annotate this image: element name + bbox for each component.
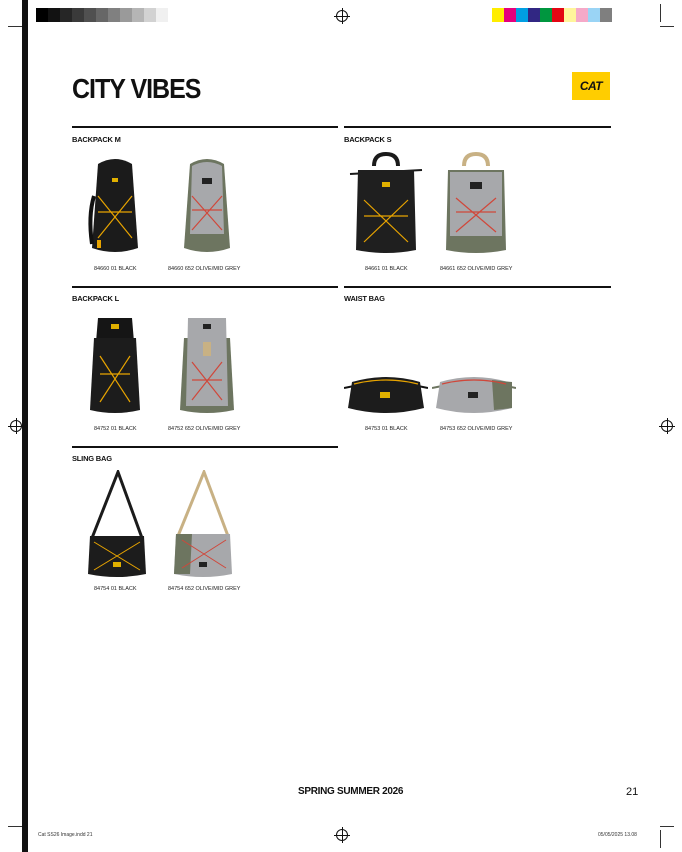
section-label-waist-bag: WAIST BAG bbox=[344, 294, 385, 303]
crop-mark bbox=[660, 826, 674, 827]
waist-bag-olive-grey-image bbox=[432, 372, 516, 418]
registration-mark bbox=[661, 420, 673, 432]
process-swatch bbox=[600, 8, 612, 22]
process-swatch bbox=[564, 8, 576, 22]
page-number: 21 bbox=[626, 786, 639, 798]
crop-mark bbox=[660, 830, 661, 848]
section-rule bbox=[72, 126, 338, 128]
crop-mark bbox=[660, 4, 661, 22]
gray-swatch bbox=[96, 8, 108, 22]
product-caption: 84661 01 BLACK bbox=[365, 266, 408, 272]
gray-swatch bbox=[60, 8, 72, 22]
product-caption: 84661 652 OLIVE/MID GREY bbox=[440, 266, 513, 272]
slug-file-info: Cat SS26 Image.indd 21 bbox=[38, 832, 93, 838]
product-caption: 84753 01 BLACK bbox=[365, 426, 408, 432]
process-swatch bbox=[540, 8, 552, 22]
backpack-s-black-image bbox=[346, 152, 426, 256]
crop-mark bbox=[8, 826, 22, 827]
gray-swatch bbox=[36, 8, 48, 22]
slug-date-info: 05/05/2025 13.08 bbox=[598, 832, 637, 838]
gray-swatch bbox=[132, 8, 144, 22]
process-swatch bbox=[504, 8, 516, 22]
product-caption: 84754 01 BLACK bbox=[94, 586, 137, 592]
registration-mark bbox=[10, 420, 22, 432]
gray-swatch bbox=[72, 8, 84, 22]
process-swatch bbox=[552, 8, 564, 22]
section-label-backpack-m: BACKPACK M bbox=[72, 135, 121, 144]
backpack-m-olive-grey-image bbox=[176, 156, 238, 256]
product-caption: 84752 01 BLACK bbox=[94, 426, 137, 432]
process-swatch bbox=[528, 8, 540, 22]
gray-swatch bbox=[108, 8, 120, 22]
process-swatch bbox=[492, 8, 504, 22]
product-caption: 84752 652 OLIVE/MID GREY bbox=[168, 426, 241, 432]
section-label-sling-bag: SLING BAG bbox=[72, 454, 112, 463]
backpack-l-olive-grey-image bbox=[172, 312, 242, 416]
footer-season-title: SPRING SUMMER 2026 bbox=[298, 786, 404, 797]
section-rule bbox=[344, 126, 611, 128]
process-swatch bbox=[516, 8, 528, 22]
backpack-l-black-image bbox=[82, 312, 148, 416]
backpack-s-olive-grey-image bbox=[436, 152, 516, 256]
gray-swatch bbox=[120, 8, 132, 22]
process-color-bar bbox=[492, 8, 612, 22]
gray-swatch bbox=[156, 8, 168, 22]
section-label-backpack-s: BACKPACK S bbox=[344, 135, 392, 144]
gray-swatch bbox=[84, 8, 96, 22]
registration-mark bbox=[336, 10, 348, 22]
section-label-backpack-l: BACKPACK L bbox=[72, 294, 120, 303]
crop-mark bbox=[8, 26, 22, 27]
cat-logo bbox=[572, 72, 610, 100]
section-rule bbox=[344, 286, 611, 288]
section-rule bbox=[72, 286, 338, 288]
sling-bag-black-image bbox=[84, 470, 150, 580]
sling-bag-olive-grey-image bbox=[170, 470, 236, 580]
logo-text: CAT bbox=[579, 79, 603, 93]
product-caption: 84660 01 BLACK bbox=[94, 266, 137, 272]
registration-mark bbox=[336, 829, 348, 841]
gray-color-bar bbox=[36, 8, 168, 22]
backpack-m-black-image bbox=[84, 156, 146, 256]
page-title: CITY VIBES bbox=[72, 74, 201, 105]
process-swatch bbox=[588, 8, 600, 22]
section-rule bbox=[72, 446, 338, 448]
gray-swatch bbox=[144, 8, 156, 22]
product-caption: 84754 652 OLIVE/MID GREY bbox=[168, 586, 241, 592]
waist-bag-black-image bbox=[344, 372, 428, 418]
gray-swatch bbox=[48, 8, 60, 22]
crop-mark bbox=[660, 26, 674, 27]
product-caption: 84660 652 OLIVE/MID GREY bbox=[168, 266, 241, 272]
product-caption: 84753 652 OLIVE/MID GREY bbox=[440, 426, 513, 432]
process-swatch bbox=[576, 8, 588, 22]
